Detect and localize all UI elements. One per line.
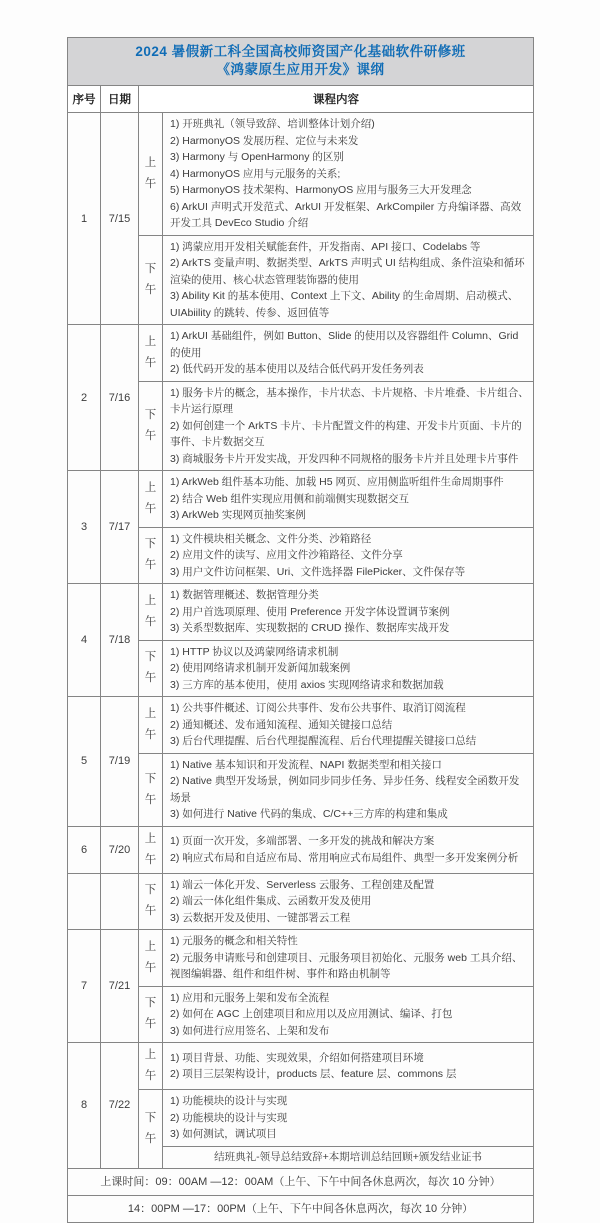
closing-ceremony-text: 结班典礼-领导总结致辞+本期培训总结回顾+颁发结业证书 <box>163 1146 534 1168</box>
course-item: 1) 文件模块相关概念、文件分类、沙箱路径 <box>170 532 372 545</box>
course-item: 1) ArkUI 基础组件，例如 Button、Slide 的使用以及容器组件 Column、Grid 的使用 <box>170 330 519 359</box>
course-item: 3) 如何进行应用签名、上架和发布 <box>170 1024 330 1037</box>
session-label-cell <box>139 930 163 987</box>
session-label: 下午 <box>144 538 157 572</box>
course-item: 3) Ability Kit 的基本使用、Context 上下文、Ability 的生命周期、启动模式、UIAbiility 的跳转、传参、返回值等 <box>170 290 519 319</box>
row-no-empty <box>68 873 101 930</box>
course-item: 3) ArkWeb 实现网页抽奖案例 <box>170 509 306 521</box>
session-label: 下午 <box>144 651 157 685</box>
course-item: 2) 响应式布局和自适应布局、常用响应式布局组件、典型一多开发案例分析 <box>170 851 519 864</box>
course-item: 2) 应用文件的读写、应用文件沙箱路径、文件分享 <box>170 549 403 561</box>
course-content-cell <box>163 1090 534 1147</box>
course-item: 2) ArkTS 变量声明、数据类型、ArkTS 声明式 UI 结构组成、条件渲染和循环渲染的使用、核心状态管理装饰器的使用 <box>170 257 525 286</box>
course-item: 2) 项目三层架构设计，products 层、feature 层、commons 层 <box>170 1068 457 1080</box>
course-item: 3) 如何进行 Native 代码的集成、C/C++三方库的构建和集成 <box>170 808 448 820</box>
course-item: 1) ArkWeb 组件基本功能、加载 H5 网页、应用侧监听组件生命周期事件 <box>170 476 504 488</box>
row-no: 3 <box>68 471 101 584</box>
course-item: 1) 功能模块的设计与实现 <box>170 1095 288 1107</box>
session-label-cell <box>139 325 163 382</box>
session-label: 上午 <box>144 832 157 866</box>
course-item: 2) 用户首选项原理、使用 Preference 开发字体设置调节案例 <box>170 605 450 618</box>
course-item: 2) 低代码开发的基本使用以及结合低代码开发任务列表 <box>170 363 424 375</box>
course-item: 2) 使用网络请求机制开发新闻加载案例 <box>170 662 351 674</box>
title-line-1: 2024 暑假新工科全国高校师资国产化基础软件研修班 <box>135 44 466 59</box>
row-date: 7/15 <box>101 113 139 325</box>
course-item: 1) 服务卡片的概念，基本操作，卡片状态、卡片规格、卡片堆叠、卡片组合、卡片运行原理 <box>170 386 529 415</box>
session-label: 下午 <box>144 884 157 918</box>
table-row <box>68 1043 534 1090</box>
table-row <box>68 471 534 528</box>
course-content-cell <box>163 986 534 1043</box>
row-no: 6 <box>68 826 101 873</box>
row-no: 2 <box>68 325 101 471</box>
course-item: 2) Native 典型开发场景，例如同步同步任务、异步任务、线程安全函数开发场景 <box>170 775 520 804</box>
table-row <box>68 826 534 873</box>
course-item: 1) 鸿蒙应用开发相关赋能套件，开发指南、API 接口、Codelabs 等 <box>170 240 481 253</box>
session-label-cell <box>139 697 163 754</box>
course-item: 1) 端云一体化开发、Serverless 云服务、工程创建及配置 <box>170 878 435 891</box>
course-item: 1) Native 基本知识和开发流程、NAPI 数据类型和相关接口 <box>170 758 442 771</box>
class-time-text-1: 上课时间：09：00AM —12：00AM（上午、下午中间各休息两次，每次 10 分钟） <box>68 1168 534 1195</box>
document-title <box>68 38 534 86</box>
course-content-cell <box>163 930 534 987</box>
row-no: 4 <box>68 584 101 697</box>
session-label-cell <box>139 640 163 697</box>
course-item: 1) 数据管理概述、数据管理分类 <box>170 589 319 601</box>
course-item: 4) HarmonyOS 应用与元服务的关系; <box>170 167 341 180</box>
course-content-cell <box>163 113 534 236</box>
table-row <box>68 873 534 930</box>
session-label: 上午 <box>144 481 157 515</box>
session-label-cell <box>139 527 163 584</box>
course-item: 2) 通知概述、发布通知流程、通知关键接口总结 <box>170 718 393 731</box>
course-content-cell <box>163 697 534 754</box>
course-item: 2) 端云一体化组件集成、云函数开发及使用 <box>170 895 372 907</box>
class-time-row-2 <box>68 1195 534 1222</box>
class-time-text-2: 14：00PM —17：00PM（上午、下午中间各休息两次，每次 10 分钟） <box>68 1195 534 1222</box>
class-time-row-1 <box>68 1168 534 1195</box>
session-label: 下午 <box>144 772 157 806</box>
course-item: 5) HarmonyOS 技术架构、HarmonyOS 应用与服务三大开发理念 <box>170 184 472 196</box>
session-label-cell <box>139 113 163 236</box>
course-item: 1) 页面一次开发，多端部署、一多开发的挑战和解决方案 <box>170 835 435 847</box>
column-header-no: 序号 <box>68 86 101 113</box>
course-item: 1) HTTP 协议以及鸿蒙网络请求机制 <box>170 645 339 658</box>
session-label-cell <box>139 873 163 930</box>
row-date: 7/21 <box>101 930 139 1043</box>
table-row <box>68 113 534 236</box>
course-item: 3) 用户文件访问框架、Uri、文件选择器 FilePicker、文件保存等 <box>170 565 466 578</box>
title-line-2: 《鸿蒙原生应用开发》课纲 <box>216 62 385 77</box>
session-label-cell <box>139 826 163 873</box>
session-label: 下午 <box>144 408 157 442</box>
course-item: 3) 如何测试，调试项目 <box>170 1128 277 1140</box>
session-label: 上午 <box>144 707 157 741</box>
session-label-cell <box>139 753 163 826</box>
session-label-cell <box>139 986 163 1043</box>
course-item: 3) Harmony 与 OpenHarmony 的区别 <box>170 151 344 163</box>
row-date: 7/18 <box>101 584 139 697</box>
course-item: 2) 功能模块的设计与实现 <box>170 1111 288 1124</box>
session-label: 上午 <box>144 940 157 974</box>
course-item: 1) 应用和元服务上架和发布全流程 <box>170 991 330 1004</box>
course-item: 3) 关系型数据库、实现数据的 CRUD 操作、数据库实战开发 <box>170 622 450 634</box>
session-label-cell <box>139 1090 163 1169</box>
course-item: 6) ArkUI 声明式开发范式、ArkUI 开发框架、ArkCompiler 方舟编译器、高效开发工具 DevEco Studio 介绍 <box>170 200 522 229</box>
course-content-cell <box>163 471 534 528</box>
syllabus-table <box>67 37 534 1223</box>
course-item: 2) 结合 Web 组件实现应用侧和前端侧实现数据交互 <box>170 492 409 505</box>
session-label: 下午 <box>144 262 157 296</box>
course-content-cell <box>163 381 534 471</box>
session-label-cell <box>139 471 163 528</box>
row-date: 7/22 <box>101 1043 139 1169</box>
course-content-cell <box>163 325 534 382</box>
course-item: 1) 元服务的概念和相关特性 <box>170 935 298 947</box>
course-item: 2) 元服务申请账号和创建项目、元服务项目初始化、元服务 web 工具介绍、视图编辑器、组件和组件树、事件和路由机制等 <box>170 951 523 980</box>
table-row <box>68 584 534 641</box>
course-content-cell <box>163 584 534 641</box>
session-label: 下午 <box>144 1111 157 1145</box>
course-item: 1) 公共事件概述、订阅公共事件、发布公共事件、取消订阅流程 <box>170 702 466 714</box>
table-row <box>68 325 534 382</box>
course-item: 3) 商城服务卡片开发实战，开发四种不同规格的服务卡片并且处理卡片事件 <box>170 452 519 465</box>
row-date: 7/20 <box>101 826 139 873</box>
table-row <box>68 930 534 987</box>
course-item: 3) 三方库的基本使用，使用 axios 实现网络请求和数据加载 <box>170 678 444 691</box>
row-date: 7/19 <box>101 697 139 827</box>
column-header-row <box>68 86 534 113</box>
table-row <box>68 697 534 754</box>
course-item: 2) HarmonyOS 发展历程、定位与未来发 <box>170 134 359 147</box>
session-label: 上午 <box>144 156 157 190</box>
course-item: 2) 如何创建一个 ArkTS 卡片、卡片配置文件的构建、开发卡片页面、卡片的事件、卡片数据交互 <box>170 419 522 448</box>
course-content-cell <box>163 1043 534 1090</box>
row-no: 1 <box>68 113 101 325</box>
row-date: 7/16 <box>101 325 139 471</box>
course-content-cell <box>163 235 534 325</box>
course-content-cell <box>163 826 534 873</box>
session-label: 上午 <box>144 335 157 369</box>
session-label: 上午 <box>144 1049 157 1082</box>
row-no: 8 <box>68 1043 101 1169</box>
course-content-cell <box>163 640 534 697</box>
row-no: 5 <box>68 697 101 827</box>
course-item: 1) 项目背景、功能、实现效果，介绍如何搭建项目环境 <box>170 1051 424 1064</box>
course-content-cell <box>163 753 534 826</box>
column-header-content: 课程内容 <box>139 86 534 113</box>
title-row <box>68 38 534 86</box>
session-label: 上午 <box>144 594 157 628</box>
course-item: 3) 后台代理提醒、后台代理提醒流程、后台代理提醒关键接口总结 <box>170 735 477 747</box>
course-content-cell <box>163 527 534 584</box>
session-label-cell <box>139 584 163 641</box>
course-item: 1) 开班典礼（领导致辞、培训整体计划介绍) <box>170 118 375 130</box>
session-label-cell <box>139 1043 163 1090</box>
session-label: 下午 <box>144 997 157 1031</box>
column-header-date: 日期 <box>101 86 139 113</box>
row-no: 7 <box>68 930 101 1043</box>
row-date-empty <box>101 873 139 930</box>
row-date: 7/17 <box>101 471 139 584</box>
session-label-cell <box>139 381 163 471</box>
course-content-cell <box>163 873 534 930</box>
course-item: 2) 如何在 AGC 上创建项目和应用以及应用测试、编译、打包 <box>170 1008 453 1020</box>
session-label-cell <box>139 235 163 325</box>
course-item: 3) 云数据开发及使用、一键部署云工程 <box>170 911 351 924</box>
